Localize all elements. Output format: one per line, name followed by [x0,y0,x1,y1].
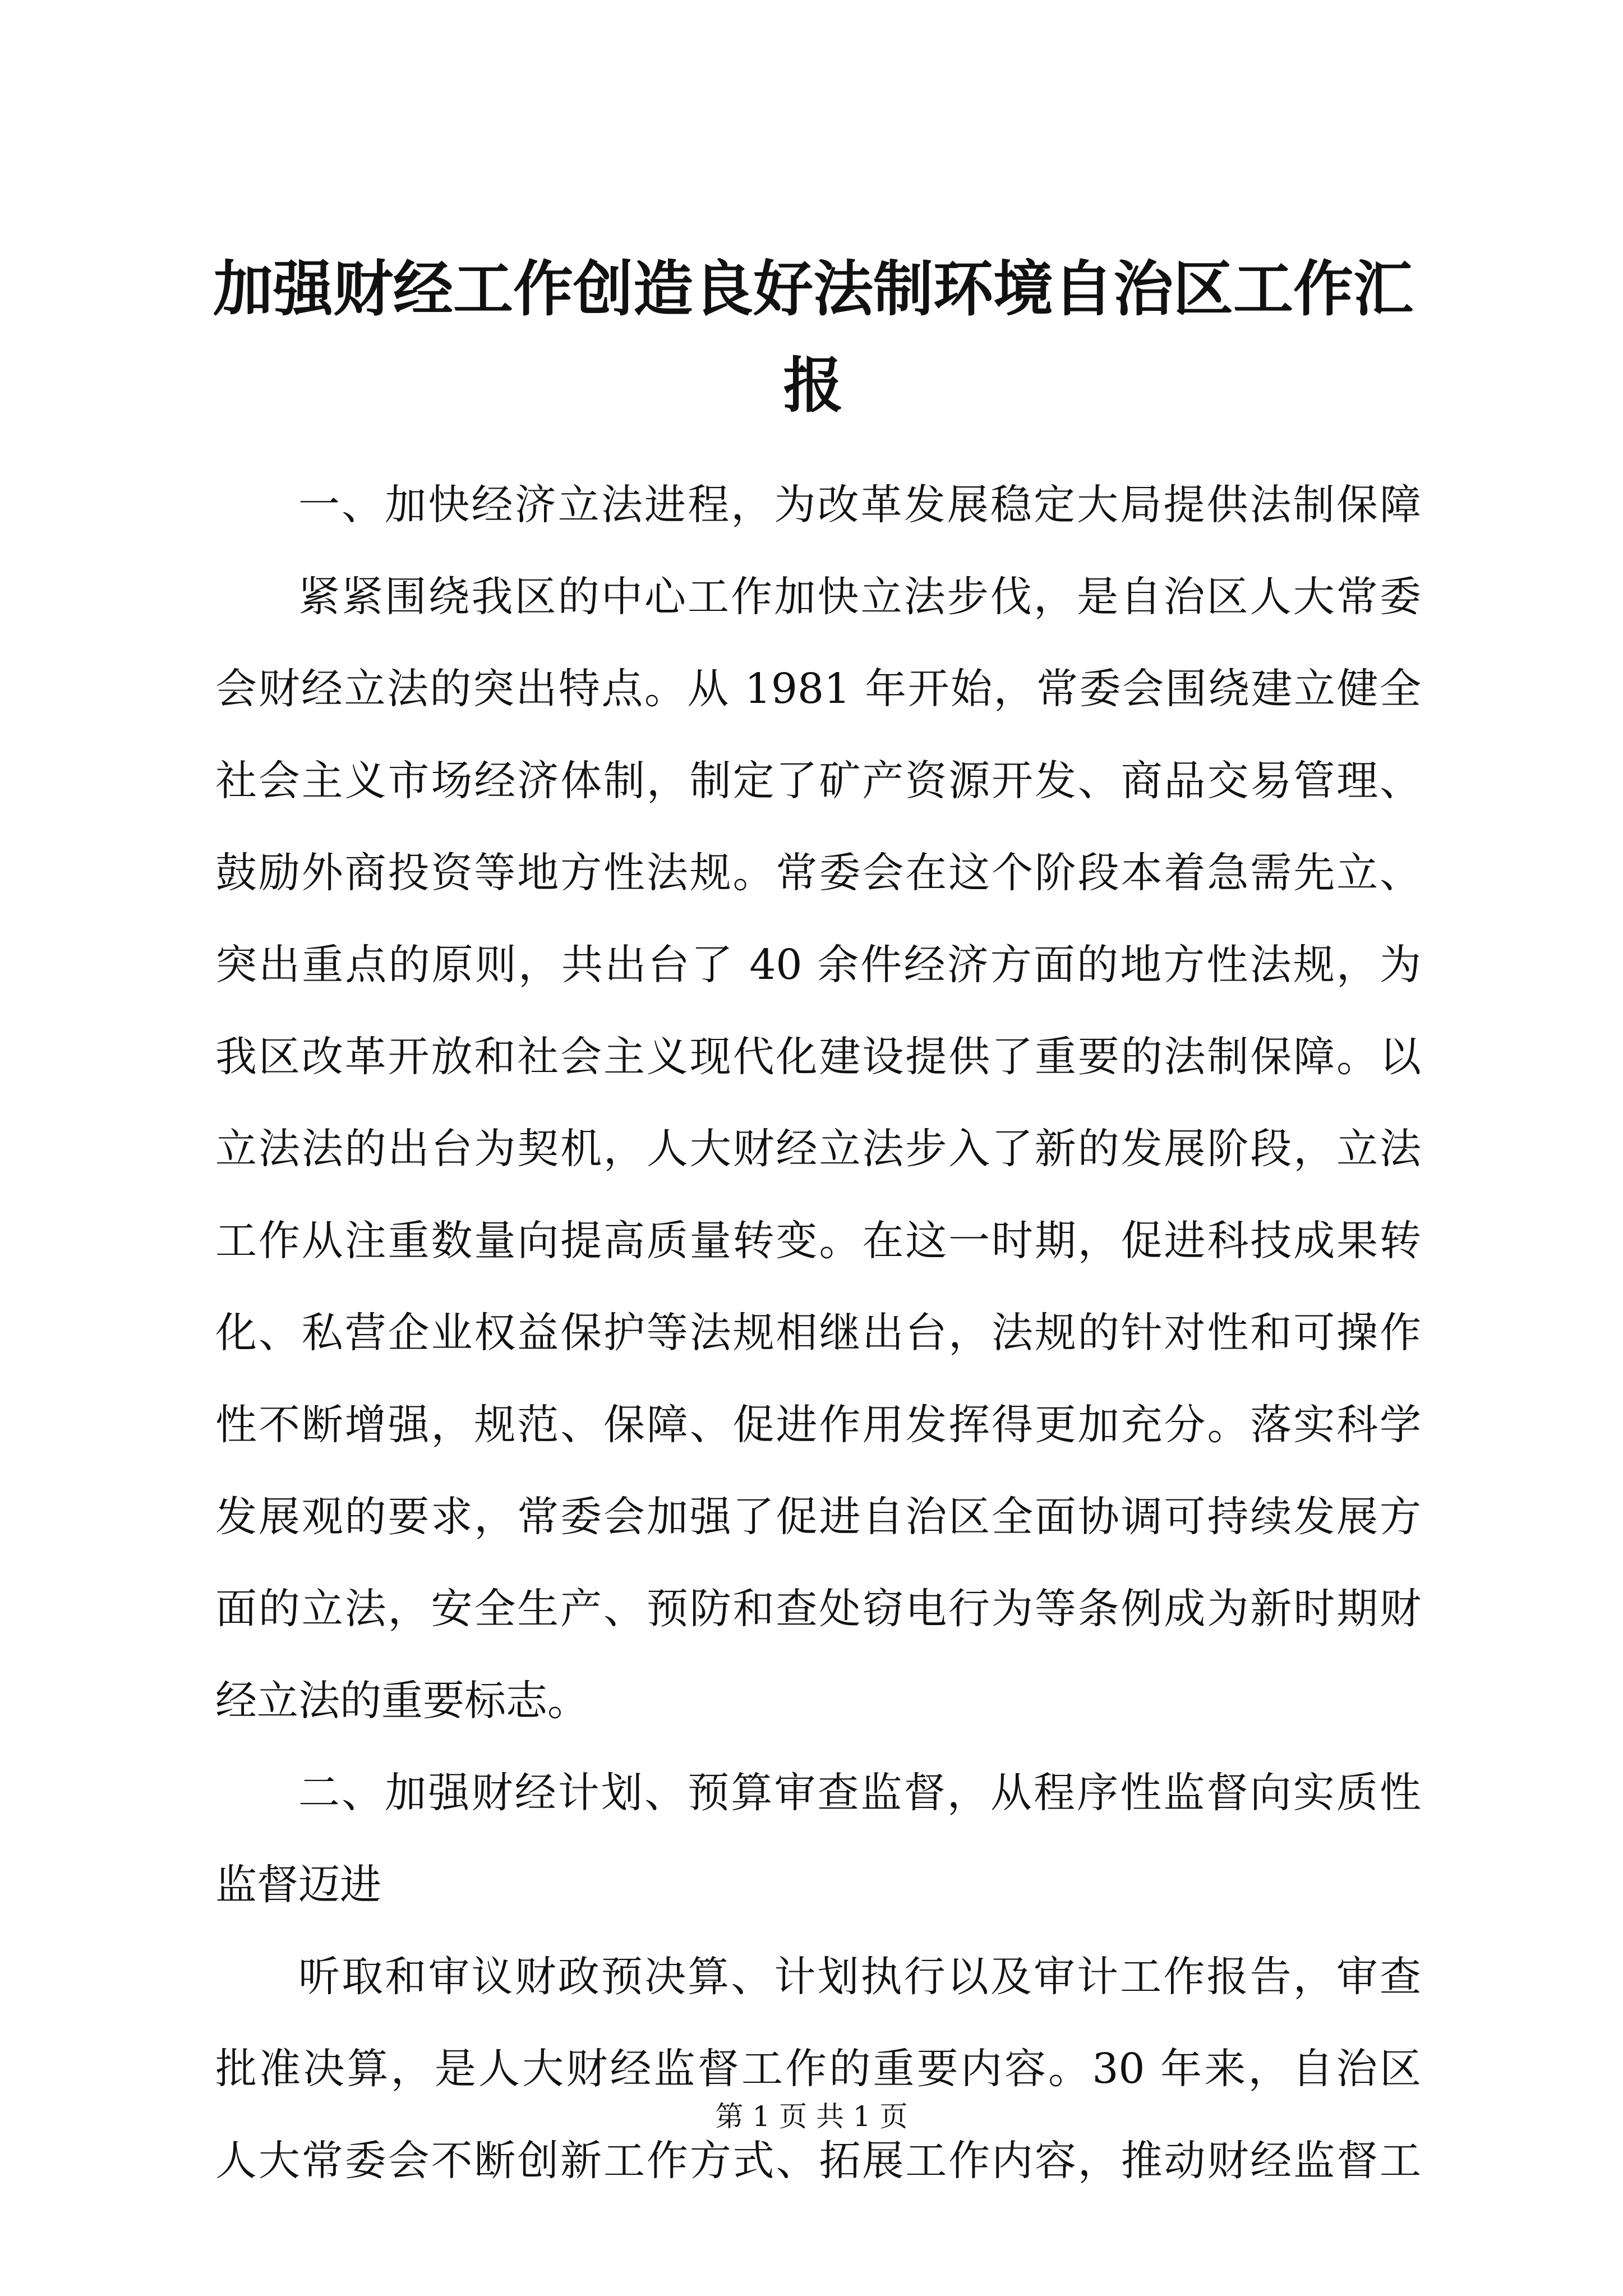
document-title [213,241,1413,434]
document-body [215,459,1421,2207]
body-text-line: 发展观的要求，常委会加强了促进自治区全面协调可持续发展方 [215,1493,1421,1541]
body-text-line: 听取和审议财政预决算、计划执行以及审计工作报告，审查 [298,1953,1421,2001]
body-text-line: 监督迈进 [215,1861,381,1909]
body-text-line: 突出重点的原则，共出台了 40 余件经济方面的地方性法规，为 [215,941,1421,989]
body-text-line: 化、私营企业权益保护等法规相继出台，法规的针对性和可操作 [215,1309,1421,1357]
body-text-line: 二、加强财经计划、预算审查监督，从程序性监督向实质性 [298,1769,1421,1817]
body-text-line: 紧紧围绕我区的中心工作加快立法步伐，是自治区人大常委 [298,573,1421,621]
title-line: 加强财经工作创造良好法制环境自治区工作汇 [213,254,1414,324]
body-text-line: 人大常委会不断创新工作方式、拓展工作内容，推动财经监督工 [215,2137,1421,2185]
body-text-line: 会财经立法的突出特点。从 1981 年开始，常委会围绕建立健全 [215,665,1421,713]
body-text-line: 鼓励外商投资等地方性法规。常委会在这个阶段本着急需先立、 [215,849,1421,897]
page-footer: 第 1 页 共 1 页 [715,2100,908,2133]
body-text-line: 社会主义市场经济体制，制定了矿产资源开发、商品交易管理、 [215,757,1421,805]
body-text-line: 工作从注重数量向提高质量转变。在这一时期，促进科技成果转 [215,1217,1421,1265]
title-line: 报 [783,351,843,421]
body-text-line: 经立法的重要标志。 [215,1677,589,1725]
body-text-line: 一、加快经济立法进程，为改革发展稳定大局提供法制保障 [298,481,1421,529]
body-text-line: 性不断增强，规范、保障、促进作用发挥得更加充分。落实科学 [215,1401,1421,1449]
body-text-line: 我区改革开放和社会主义现代化建设提供了重要的法制保障。以 [215,1033,1421,1081]
body-text-line: 批准决算，是人大财经监督工作的重要内容。30 年来，自治区 [215,2045,1421,2093]
body-text-line: 立法法的出台为契机，人大财经立法步入了新的发展阶段，立法 [215,1125,1421,1173]
body-text-line: 面的立法，安全生产、预防和查处窃电行为等条例成为新时期财 [215,1585,1421,1633]
